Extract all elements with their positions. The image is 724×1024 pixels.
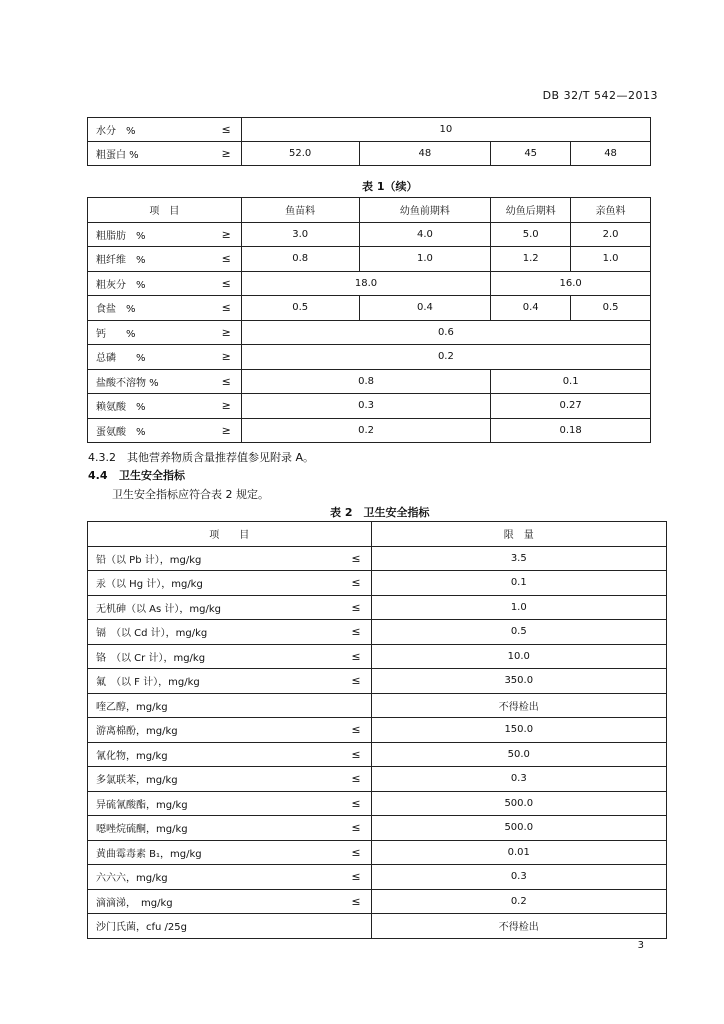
row-label: 赖氨酸 % <box>96 402 146 414</box>
table2 <box>87 521 667 939</box>
header-cell: 幼鱼后期料 <box>491 198 571 223</box>
row-label-cell <box>88 142 242 166</box>
limit-value: 10.0 <box>371 644 666 669</box>
row-label-cell <box>88 816 372 841</box>
row-label: 噁唑烷硫酮，mg/kg <box>96 824 188 836</box>
row-label: 多氯联苯，mg/kg <box>96 775 178 787</box>
compare-symbol: ≤ <box>221 374 231 388</box>
header-cell: 项 目 <box>88 198 242 223</box>
cell-value: 48 <box>571 142 651 166</box>
row-label: 无机砷（以 As 计），mg/kg <box>96 603 222 615</box>
table-row <box>88 222 651 247</box>
table-row <box>88 369 651 394</box>
cell-value: 45 <box>491 142 571 166</box>
limit-value: 0.2 <box>371 889 666 914</box>
cell-value: 18.0 <box>241 271 491 296</box>
cell-value: 0.5 <box>241 296 359 321</box>
row-label-cell <box>88 595 372 620</box>
table1 <box>87 197 651 443</box>
table-row <box>88 767 667 792</box>
cell-value: 1.0 <box>571 247 651 272</box>
limit-value: 3.5 <box>371 546 666 571</box>
compare-symbol: ≤ <box>351 600 361 614</box>
compare-symbol: ≤ <box>351 894 361 908</box>
row-label-cell <box>88 669 372 694</box>
section-number: 4.4 <box>88 469 108 482</box>
row-label: 钙 % <box>96 328 136 340</box>
limit-value: 500.0 <box>371 816 666 841</box>
cell-value: 16.0 <box>491 271 651 296</box>
table-row <box>88 791 667 816</box>
paragraph-4-3-2: 4.3.2 其他营养物质含量推荐值参见附录 A。 <box>88 451 315 464</box>
limit-value: 0.5 <box>371 620 666 645</box>
compare-symbol: ≤ <box>351 821 361 835</box>
limit-value: 150.0 <box>371 718 666 743</box>
cell-value: 1.2 <box>491 247 571 272</box>
table-row <box>88 296 651 321</box>
limit-value: 50.0 <box>371 742 666 767</box>
table1-caption: 表 1（续） <box>362 180 418 193</box>
row-label: 粗纤维 % <box>96 255 146 267</box>
compare-symbol: ≥ <box>221 147 231 160</box>
row-label: 异硫氰酸酯，mg/kg <box>96 799 188 811</box>
table-row <box>88 816 667 841</box>
merged-value: 10 <box>241 118 650 142</box>
row-label-cell <box>88 865 372 890</box>
row-label: 氟 （以 F 计），mg/kg <box>96 677 200 689</box>
row-label-cell <box>88 546 372 571</box>
limit-value: 0.3 <box>371 767 666 792</box>
row-label-cell <box>88 620 372 645</box>
header-cell: 亲鱼料 <box>571 198 651 223</box>
table-header-row <box>88 522 667 547</box>
table-row <box>88 118 651 142</box>
row-label: 游离棉酚，mg/kg <box>96 726 178 738</box>
compare-symbol: ≤ <box>351 625 361 639</box>
compare-symbol: ≤ <box>351 772 361 786</box>
cell-value: 3.0 <box>241 222 359 247</box>
limit-value: 1.0 <box>371 595 666 620</box>
row-label: 氰化物，mg/kg <box>96 750 168 762</box>
table-row <box>88 693 667 718</box>
row-label-cell <box>88 767 372 792</box>
row-label: 六六六，mg/kg <box>96 873 168 885</box>
compare-symbol: ≤ <box>351 576 361 590</box>
row-label-cell <box>88 296 242 321</box>
compare-symbol: ≤ <box>221 276 231 290</box>
row-label: 盐酸不溶物 % <box>96 377 159 389</box>
table-row <box>88 546 667 571</box>
limit-value: 不得检出 <box>371 693 666 718</box>
table-row <box>88 320 651 345</box>
cell-value: 0.4 <box>359 296 491 321</box>
row-label: 黄曲霉毒素 B₁，mg/kg <box>96 848 202 860</box>
header-cell: 幼鱼前期料 <box>359 198 491 223</box>
row-label: 沙门氏菌，cfu /25g <box>96 922 187 934</box>
document-code: DB 32/T 542—2013 <box>542 89 658 102</box>
row-label-cell <box>88 345 242 370</box>
row-label: 蛋氨酸 % <box>96 426 146 438</box>
table-row <box>88 247 651 272</box>
row-label: 铬 （以 Cr 计），mg/kg <box>96 652 206 664</box>
header-cell: 项 目 <box>88 522 372 547</box>
table-row <box>88 669 667 694</box>
compare-symbol: ≤ <box>351 747 361 761</box>
merged-value: 0.6 <box>241 320 650 345</box>
row-label: 喹乙醇，mg/kg <box>96 701 168 713</box>
row-label-cell <box>88 718 372 743</box>
row-label: 粗脂肪 % <box>96 230 146 242</box>
header-cell: 限 量 <box>371 522 666 547</box>
cell-value: 0.5 <box>571 296 651 321</box>
row-label-cell <box>88 840 372 865</box>
table-row <box>88 271 651 296</box>
compare-symbol: ≤ <box>351 796 361 810</box>
cell-value: 0.8 <box>241 247 359 272</box>
cell-value: 5.0 <box>491 222 571 247</box>
row-label-cell <box>88 693 372 718</box>
compare-symbol: ≤ <box>351 551 361 565</box>
table2-body <box>88 546 667 938</box>
cell-value: 4.0 <box>359 222 491 247</box>
row-label: 粗蛋白 % <box>96 150 139 161</box>
cell-value: 2.0 <box>571 222 651 247</box>
table-row <box>88 889 667 914</box>
row-label-cell <box>88 742 372 767</box>
merged-value: 0.2 <box>241 345 650 370</box>
cell-value: 0.27 <box>491 394 651 419</box>
table-row <box>88 418 651 443</box>
limit-value: 0.1 <box>371 571 666 596</box>
row-label: 滴滴涕， mg/kg <box>96 897 173 909</box>
table-row <box>88 394 651 419</box>
cell-value: 52.0 <box>241 142 359 166</box>
table2-caption: 表 2 卫生安全指标 <box>330 506 430 519</box>
row-label: 汞（以 Hg 计），mg/kg <box>96 579 203 591</box>
row-label-cell <box>88 320 242 345</box>
row-label: 镉 （以 Cd 计），mg/kg <box>96 628 208 640</box>
cell-value: 0.4 <box>491 296 571 321</box>
table-row <box>88 644 667 669</box>
compare-symbol: ≥ <box>221 399 231 413</box>
cell-value: 1.0 <box>359 247 491 272</box>
row-label: 粗灰分 % <box>96 279 146 291</box>
table-row <box>88 571 667 596</box>
table1-top <box>87 117 651 166</box>
row-label-cell <box>88 791 372 816</box>
cell-value: 0.3 <box>241 394 491 419</box>
compare-symbol: ≤ <box>221 252 231 266</box>
compare-symbol: ≥ <box>221 350 231 364</box>
row-label-cell <box>88 271 242 296</box>
row-label: 食盐 % <box>96 304 136 316</box>
row-label-cell <box>88 418 242 443</box>
page-number: 3 <box>637 940 644 951</box>
row-label-cell <box>88 118 242 142</box>
row-label-cell <box>88 644 372 669</box>
compare-symbol: ≤ <box>351 845 361 859</box>
row-label-cell <box>88 247 242 272</box>
table-row <box>88 742 667 767</box>
row-label: 铅（以 Pb 计），mg/kg <box>96 554 202 566</box>
compare-symbol: ≤ <box>351 649 361 663</box>
table-row <box>88 865 667 890</box>
cell-value: 48 <box>359 142 491 166</box>
cell-value: 0.1 <box>491 369 651 394</box>
row-label-cell <box>88 889 372 914</box>
table-row <box>88 914 667 939</box>
limit-value: 500.0 <box>371 791 666 816</box>
compare-symbol: ≤ <box>351 870 361 884</box>
compare-symbol: ≥ <box>221 227 231 241</box>
row-label-cell <box>88 914 372 939</box>
table-row <box>88 345 651 370</box>
row-label-cell <box>88 394 242 419</box>
compare-symbol: ≤ <box>221 123 231 136</box>
row-label-cell <box>88 369 242 394</box>
header-cell: 鱼苗料 <box>241 198 359 223</box>
row-label: 总磷 % <box>96 353 146 365</box>
table-row <box>88 840 667 865</box>
limit-value: 0.01 <box>371 840 666 865</box>
limit-value: 0.3 <box>371 865 666 890</box>
compare-symbol: ≥ <box>221 325 231 339</box>
compare-symbol: ≤ <box>351 723 361 737</box>
table-header-row <box>88 198 651 223</box>
compare-symbol: ≤ <box>351 674 361 688</box>
table-row <box>88 620 667 645</box>
table-row <box>88 595 667 620</box>
cell-value: 0.2 <box>241 418 491 443</box>
row-label-cell <box>88 571 372 596</box>
section-title: 卫生安全指标 <box>119 469 185 482</box>
limit-value: 不得检出 <box>371 914 666 939</box>
compare-symbol: ≥ <box>221 423 231 437</box>
table-row <box>88 142 651 166</box>
table-row <box>88 718 667 743</box>
compare-symbol: ≤ <box>221 301 231 315</box>
row-label-cell <box>88 222 242 247</box>
cell-value: 0.18 <box>491 418 651 443</box>
row-label: 水分 % <box>96 126 136 137</box>
cell-value: 0.8 <box>241 369 491 394</box>
section-4-4-heading <box>88 467 185 483</box>
limit-value: 350.0 <box>371 669 666 694</box>
paragraph-4-4: 卫生安全指标应符合表 2 规定。 <box>112 488 269 501</box>
